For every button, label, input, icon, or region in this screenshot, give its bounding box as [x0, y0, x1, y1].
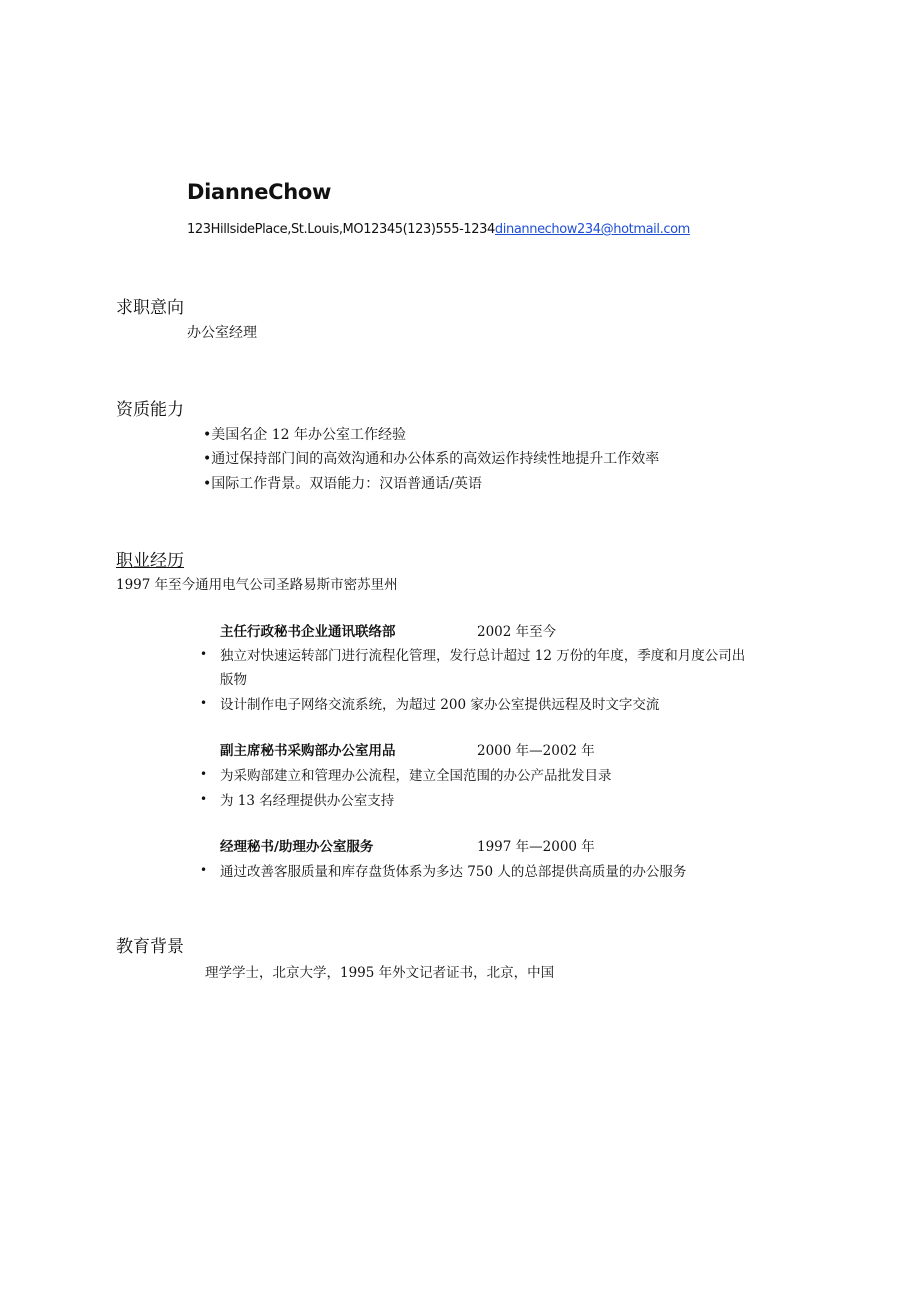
bullet-glyph: • [200, 792, 208, 806]
qualification-item: •美国名企 12 年办公室工作经验 [203, 427, 406, 443]
qualification-item: •通过保持部门间的高效沟通和办公体系的高效运作持续性地提升工作效率 [203, 451, 660, 467]
section-heading-qualifications: 资质能力 [116, 400, 184, 420]
contact-address-phone: 123HillsidePlace,St.Louis,MO12345(123)555-1234 [187, 222, 495, 237]
role-bullet: 独立对快速运转部门进行流程化管理，发行总计超过 12 万份的年度，季度和月度公司出 [220, 648, 746, 664]
role-period: 2000 年—2002 年 [477, 743, 595, 759]
role-period: 2002 年至今 [477, 624, 557, 640]
section-heading-experience: 职业经历 [116, 551, 184, 571]
section-heading-education: 教育背景 [116, 937, 184, 957]
objective-text: 办公室经理 [187, 325, 257, 341]
bullet-glyph: • [200, 863, 208, 877]
qualification-item: •国际工作背景。双语能力：汉语普通话/英语 [203, 476, 482, 492]
role-bullet: 通过改善客服质量和库存盘货体系为多达 750 人的总部提供高质量的办公服务 [220, 864, 687, 880]
bullet-glyph: • [200, 767, 208, 781]
role-title: 经理秘书/助理办公室服务 [220, 839, 374, 855]
bullet-glyph: • [200, 647, 208, 661]
section-heading-objective: 求职意向 [116, 298, 184, 318]
candidate-name: DianneChow [187, 180, 332, 204]
company-line: 1997 年至今通用电气公司圣路易斯市密苏里州 [116, 577, 398, 593]
education-text: 理学学士，北京大学，1995 年外文记者证书，北京，中国 [205, 965, 555, 981]
role-period: 1997 年—2000 年 [477, 839, 595, 855]
role-title: 主任行政秘书企业通讯联络部 [220, 624, 396, 640]
contact-line [187, 222, 690, 237]
email-link[interactable]: dinannechow234@hotmail.com [494, 222, 690, 237]
role-bullet: 设计制作电子网络交流系统，为超过 200 家办公室提供远程及时文字交流 [220, 697, 660, 713]
role-title: 副主席秘书采购部办公室用品 [220, 743, 396, 759]
role-bullet: 为 13 名经理提供办公室支持 [220, 793, 395, 809]
bullet-glyph: • [200, 696, 208, 710]
role-bullet-continuation: 版物 [220, 672, 247, 688]
role-bullet: 为采购部建立和管理办公流程，建立全国范围的办公产品批发目录 [220, 768, 612, 784]
